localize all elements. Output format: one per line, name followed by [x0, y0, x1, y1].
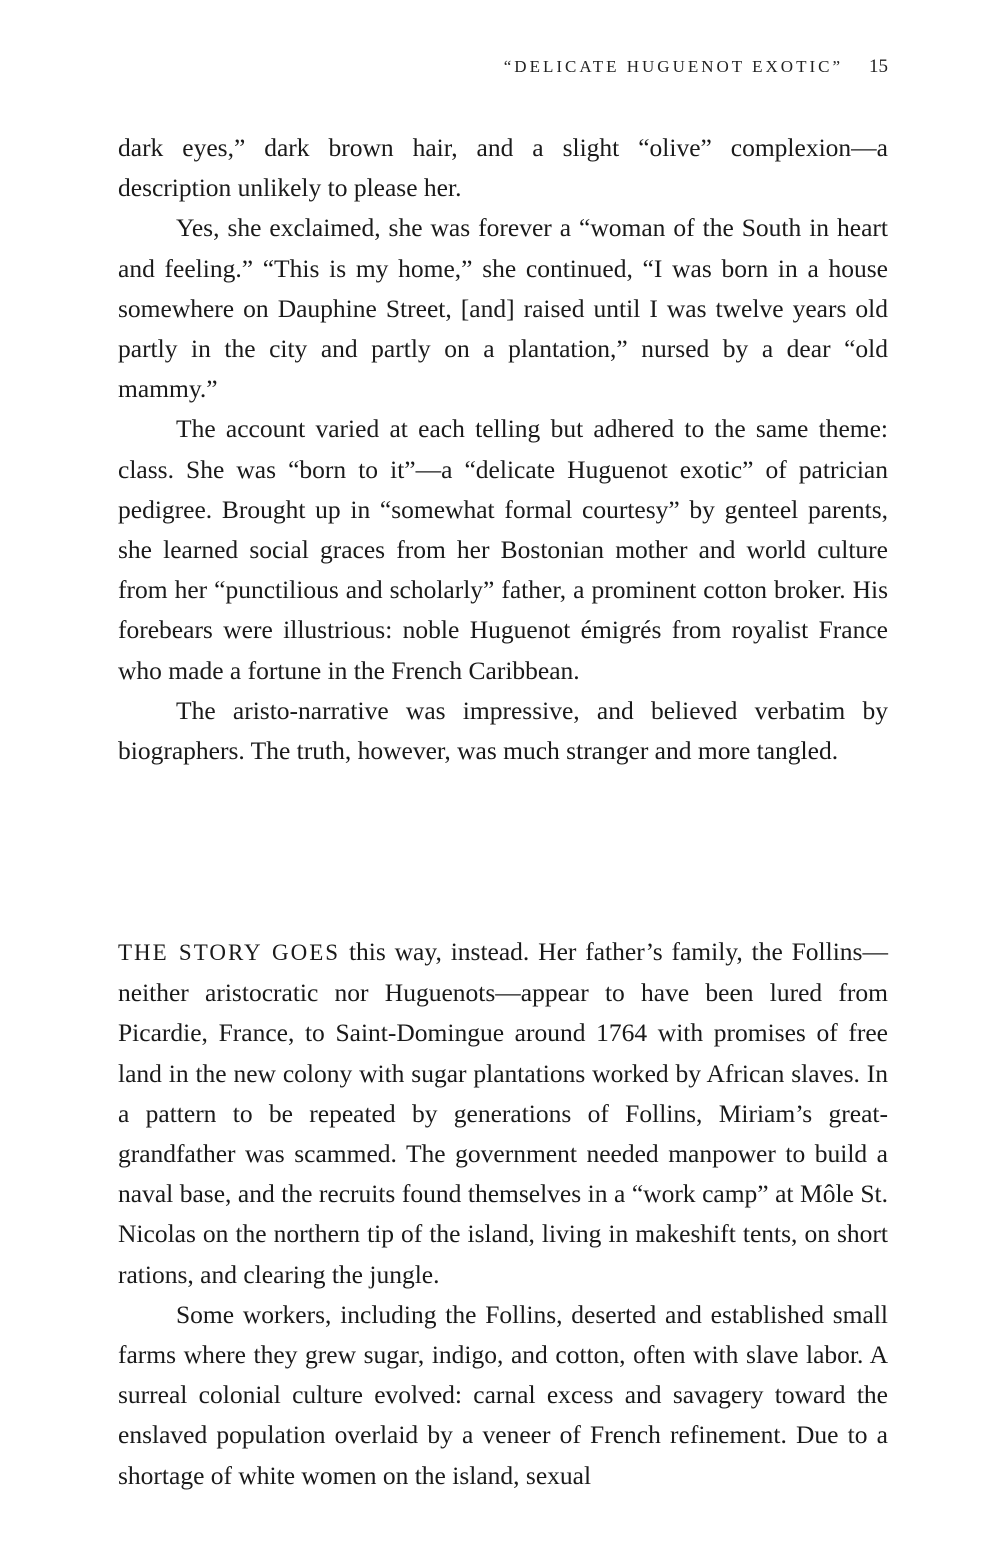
running-head [504, 56, 888, 78]
paragraph: Yes, she exclaimed, she was forever a “woman of the South in heart and feeling.” “This is my home,” she continued, “I was born in a house somewhere on Dauphine Street, [and] raised until I was twelve years old partly in the city and partly on a plantation,” nursed by a dear “old mammy.” [118, 213, 888, 404]
paragraph-text: this way, instead. Her father’s family, the Follins—neither aristocratic nor Huguenots—appear to have been lured from Picardie, France, to Saint-Domingue around 1764 with promises of free land in the new colony with sugar plantations worked by African slaves. In a pattern to be repeated by generations of Follins, Miriam’s great-grandfather was scammed. The government needed manpower to build a naval base, and the recruits found themselves in a “work camp” at Môle St. Nicolas on the northern tip of the island, living in makeshift tents, on short rations, and clearing the jungle. [118, 937, 888, 1289]
paragraph: dark eyes,” dark brown hair, and a slight “olive” complexion—a description unlikely to please her. [118, 133, 888, 203]
running-head-title: “DELICATE HUGUENOT EXOTIC” [503, 57, 843, 76]
section-1 [118, 128, 888, 771]
paragraph: The account varied at each telling but adhered to the same theme: class. She was “born to it”—a “delicate Huguenot exotic” of patrician pedigree. Brought up in “somewhat formal courtesy” by genteel parents, she learned social graces from her Bostonian mother and world culture from her “punctilious and scholarly” father, a prominent cotton broker. His forebears were illustrious: noble Huguenot émigrés from royalist France who made a fortune in the French Caribbean. [118, 414, 888, 685]
paragraph: The aristo-narrative was impressive, and believed verbatim by biographers. The truth, however, was much stranger and more tangled. [118, 695, 888, 766]
section-2 [118, 932, 888, 1496]
paragraph: Some workers, including the Follins, deserted and established small farms where they grew sugar, indigo, and cotton, often with slave labor. A surreal colonial culture evolved: carnal excess and savagery toward the enslaved population overlaid by a veneer of French refinement. Due to a shortage of white women on the island, sexual [118, 1299, 888, 1490]
page-number: 15 [869, 56, 888, 77]
section-lead-in: THE STORY GOES [118, 940, 341, 965]
section-opening-paragraph [118, 932, 888, 1295]
